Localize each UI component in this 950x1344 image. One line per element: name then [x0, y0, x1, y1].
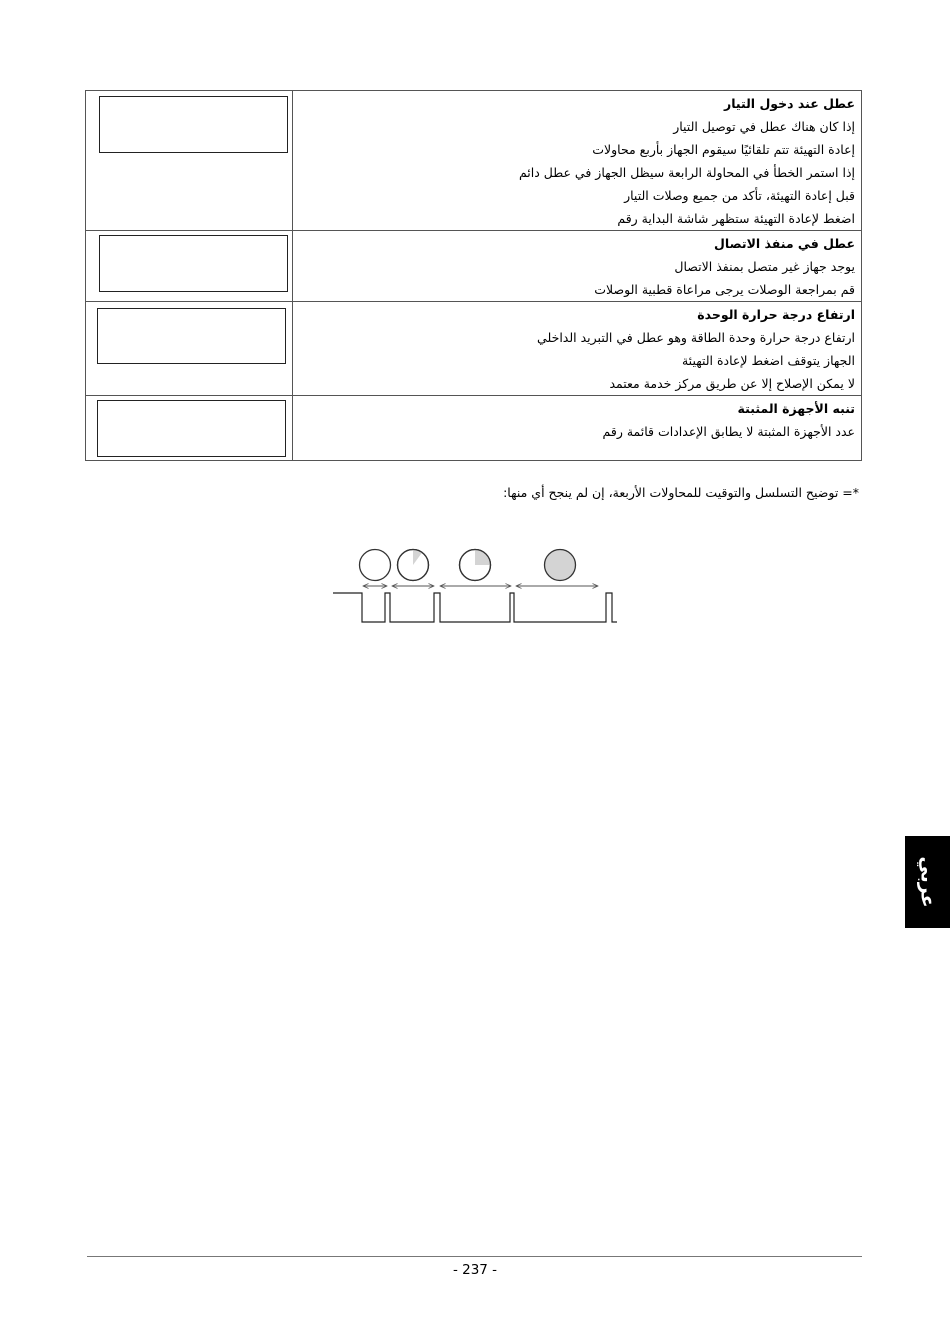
description-cell [293, 231, 862, 302]
section-line: الجهاز يتوقف اضغط لإعادة التهيئة [681, 353, 855, 368]
display-cell [86, 396, 293, 461]
display-cell [86, 302, 293, 396]
section-heading: عطل عند دخول التيار [724, 96, 855, 111]
signal-waveform [333, 593, 617, 622]
fault-table [85, 90, 862, 461]
description-cell [293, 396, 862, 461]
description-cell [293, 302, 862, 396]
section-line: إعادة التهيئة تتم تلقائيًا سيقوم الجهاز بأربع محاولات [592, 142, 855, 157]
section-heading: تنبه الأجهزة المثبتة [737, 401, 855, 416]
section-line: ارتفاع درجة حرارة وحدة الطاقة وهو عطل في التبريد الداخلي [537, 330, 855, 345]
section-line: لا يمكن الإصلاح إلا عن طريق مركز خدمة معتمد [609, 376, 855, 391]
fault-row-installed-devices [86, 396, 862, 461]
display-box [97, 308, 286, 364]
footer-rule [87, 1256, 862, 1257]
section-line: إذا استمر الخطأ في المحاولة الرابعة سيظل الجهاز في عطل دائم [518, 165, 855, 180]
display-cell [86, 91, 293, 231]
display-box [99, 235, 288, 292]
language-tab [905, 836, 950, 928]
sequence-note: *= توضيح التسلسل والتوقيت للمحاولات الأربعة، إن لم ينجح أي منها: [503, 485, 859, 500]
description-cell [293, 91, 862, 231]
section-heading: عطل في منفذ الاتصال [714, 236, 855, 251]
attempt-circle [545, 550, 576, 581]
timing-diagram [330, 545, 630, 630]
section-line: إذا كان هناك عطل في توصيل التيار [673, 119, 855, 134]
section-line: قم بمراجعة الوصلات يرجى مراعاة قطبية الوصلات [594, 282, 855, 297]
display-box [97, 400, 286, 457]
section-line: يوجد جهاز غير متصل بمنفذ الاتصال [674, 259, 855, 274]
section-line: اضغط لإعادة التهيئة ستظهر شاشة البداية رقم [617, 211, 855, 226]
page-number: - 237 - [452, 1262, 498, 1278]
fault-row-connection-port [86, 231, 862, 302]
language-tab-label: عربي [916, 856, 939, 908]
fault-row-overheat [86, 302, 862, 396]
fault-row-power-entry [86, 91, 862, 231]
display-cell [86, 231, 293, 302]
section-heading: ارتفاع درجة حرارة الوحدة [697, 307, 855, 322]
section-line: عدد الأجهزة المثبتة لا يطابق الإعدادات قائمة رقم [602, 424, 855, 439]
display-box [99, 96, 288, 153]
section-line: قبل إعادة التهيئة، تأكد من جميع وصلات التيار [624, 188, 855, 203]
attempt-circle [360, 550, 391, 581]
